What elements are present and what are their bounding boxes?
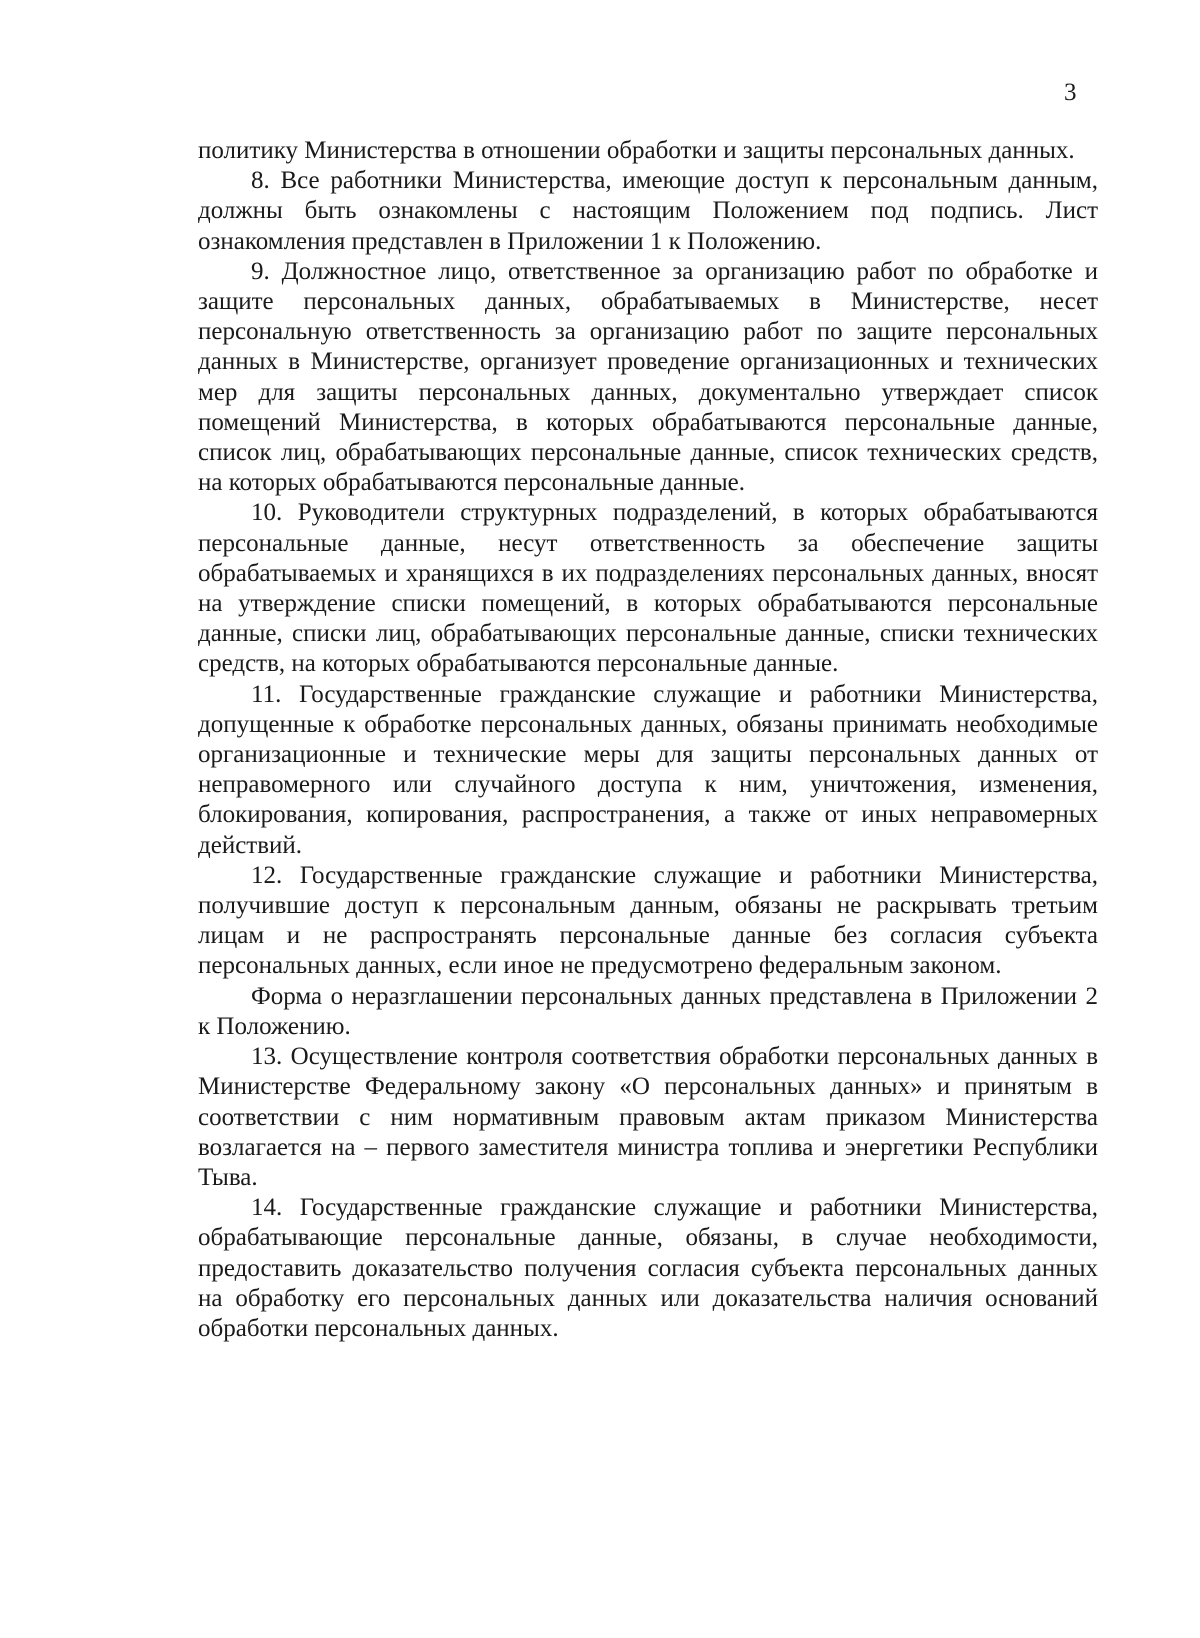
paragraph-10: 10. Руководители структурных подразделений, в которых обрабатываются персональные данные, несут ответственность за обеспечение защиты обрабатываемых и хранящихся в их подразделениях персональных данных, вносят на утверждение списки помещений, в которых обрабатываются персональные данные, списки лиц, обрабатывающих персональные данные, списки технических средств, на которых обрабатываются персональные данные. <box>198 499 1098 678</box>
paragraph-8: 8. Все работники Министерства, имеющие доступ к персональным данным, должны быть ознакомлены с настоящим Положением под подпись. Лист ознакомления представлен в Приложении 1 к Положению. <box>198 167 1098 255</box>
document-body <box>198 136 1098 1344</box>
paragraph-9: 9. Должностное лицо, ответственное за организацию работ по обработке и защите персональных данных, обрабатываемых в Министерстве, несет персональную ответственность за организацию работ по защите персональных данных в Министерстве, организует проведение организационных и технических мер для защиты персональных данных, документально утверждает список помещений Министерства, в которых обрабатываются персональные данные, список лиц, обрабатывающих персональные данные, список технических средств, на которых обрабатываются персональные данные. <box>198 257 1098 497</box>
paragraph-12: 12. Государственные гражданские служащие и работники Министерства, получившие доступ к персональным данным, обязаны не раскрывать третьим лицам и не распространять персональные данные без согласия субъекта персональных данных, если иное не предусмотрено федеральным законом. <box>198 861 1098 980</box>
paragraph-14: 14. Государственные гражданские служащие и работники Министерства, обрабатывающие персональные данные, обязаны, в случае необходимости, предоставить доказательство получения согласия субъекта персональных данных на обработку его персональных данных или доказательства наличия оснований обработки персональных данных. <box>198 1194 1098 1342</box>
paragraph-11: 11. Государственные гражданские служащие и работники Министерства, допущенные к обработке персональных данных, обязаны принимать необходимые организационные и технические меры для защиты персональных данных от неправомерного или случайного доступа к ним, уничтожения, изменения, блокирования, копирования, распространения, а также от иных неправомерных действий. <box>198 680 1098 859</box>
paragraph-nda-form: Форма о неразглашении персональных данных представлена в Приложении 2 к Положению. <box>198 982 1098 1040</box>
paragraph-13: 13. Осуществление контроля соответствия обработки персональных данных в Министерстве Федеральному закону «О персональных данных» и принятым в соответствии с ним нормативным правовым актам приказом Министерства возлагается на – первого заместителя министра топлива и энергетики Республики Тыва. <box>198 1043 1098 1191</box>
paragraph-continuation: политику Министерства в отношении обработки и защиты персональных данных. <box>198 137 1075 164</box>
page-number: 3 <box>1064 79 1077 106</box>
